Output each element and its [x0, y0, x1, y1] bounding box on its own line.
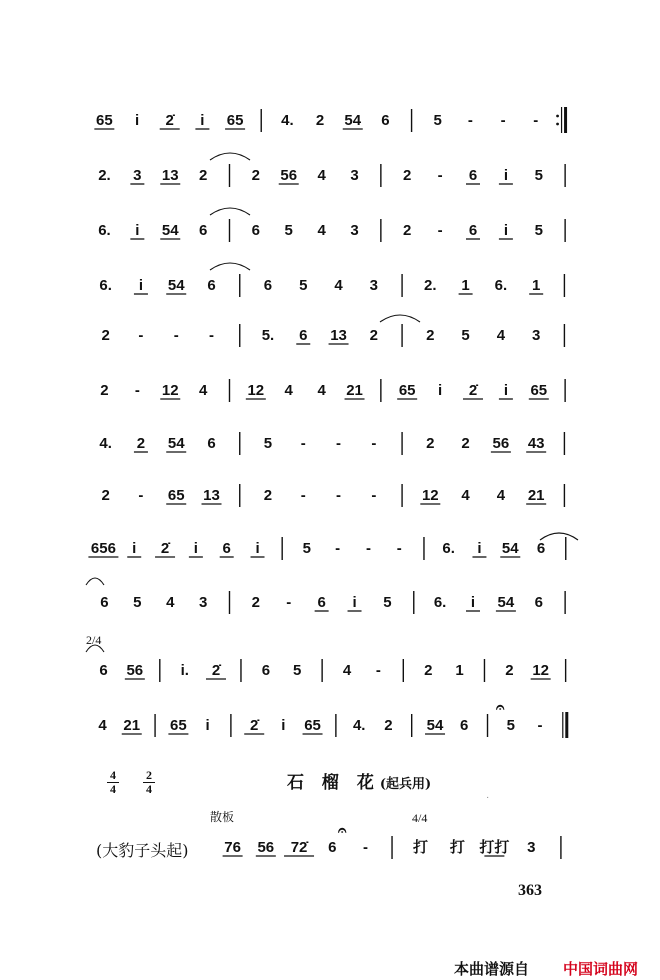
- note: 3: [350, 167, 359, 184]
- note: 12: [161, 382, 179, 399]
- note: -: [500, 112, 506, 129]
- note: -: [134, 382, 140, 399]
- note: 4.: [281, 112, 294, 129]
- note: 6: [299, 327, 308, 344]
- note: 72̇: [290, 839, 308, 856]
- note: 6: [198, 222, 208, 239]
- time-signature-denominator: 4: [110, 782, 116, 796]
- song-title-text: 石 榴 花: [287, 773, 380, 793]
- note: 5: [299, 277, 308, 294]
- note: 65: [170, 717, 187, 734]
- note: -: [336, 487, 342, 504]
- slur: [380, 315, 420, 322]
- slur: [210, 263, 250, 270]
- note: 6.: [494, 277, 508, 294]
- score-row: [99, 432, 564, 455]
- time-signature-2-4: [142, 769, 156, 796]
- score-row: [223, 836, 392, 859]
- note: 56: [126, 662, 144, 679]
- note: 6: [317, 594, 326, 611]
- note: 3: [369, 277, 379, 294]
- note: 12: [421, 487, 439, 504]
- note: 2: [101, 327, 110, 344]
- slur: [540, 533, 578, 540]
- score-row: [101, 324, 564, 347]
- stray-mark: ·: [486, 792, 490, 803]
- note: 56: [280, 167, 298, 184]
- note: -: [533, 112, 539, 129]
- note: 65: [304, 717, 321, 734]
- note: -: [300, 435, 306, 452]
- note: 4: [284, 382, 293, 399]
- note: 5: [263, 435, 273, 452]
- note: 6.: [433, 594, 447, 611]
- note: 6: [100, 594, 109, 611]
- score-row: [101, 484, 564, 507]
- time-signature-change: 4/4: [412, 811, 428, 825]
- fermata-icon: 𝄐: [496, 699, 505, 716]
- note: i: [134, 112, 140, 129]
- note: -: [362, 839, 368, 856]
- note: 2̇: [468, 382, 478, 399]
- note: 6: [468, 222, 478, 239]
- score-row: [98, 164, 565, 187]
- note: 4: [334, 277, 343, 294]
- note: 54: [497, 594, 515, 611]
- note: 4: [166, 594, 175, 611]
- note: 4: [317, 222, 326, 239]
- score-row: [94, 107, 565, 133]
- score-row: [98, 219, 565, 242]
- time-signature-numerator: 2: [146, 768, 152, 782]
- slur: [86, 578, 104, 585]
- note: 6: [207, 277, 216, 294]
- note: -: [467, 112, 473, 129]
- note: 6: [536, 540, 546, 557]
- note: 13: [161, 167, 179, 184]
- page-number: 363: [518, 882, 542, 899]
- note: 2: [403, 222, 412, 239]
- note: 5.: [261, 327, 275, 344]
- note: 13: [203, 487, 220, 504]
- note: i: [503, 222, 508, 239]
- note: 21: [123, 717, 141, 734]
- note: 4: [461, 487, 470, 504]
- note: 54: [167, 435, 185, 452]
- note: 12: [247, 382, 265, 399]
- note: 5: [284, 222, 293, 239]
- note: 2.: [424, 277, 437, 294]
- note: 656: [90, 540, 116, 557]
- note: 6: [222, 540, 231, 557]
- note: 43: [527, 435, 545, 452]
- note: -: [138, 487, 144, 504]
- note: 5: [383, 594, 392, 611]
- note: 54: [167, 277, 185, 294]
- note: 4.: [352, 717, 366, 734]
- note: 2: [198, 167, 208, 184]
- note: 56: [257, 839, 275, 856]
- time-signature-numerator: 4: [110, 768, 116, 782]
- note: 65: [226, 112, 244, 129]
- note: i: [438, 382, 443, 399]
- note: 2: [426, 435, 435, 452]
- note: 2: [403, 167, 412, 184]
- note: 21: [527, 487, 545, 504]
- note: -: [371, 435, 377, 452]
- note: i: [477, 540, 482, 557]
- note: 6: [207, 435, 216, 452]
- score-row: [100, 379, 565, 402]
- note: i: [132, 540, 137, 557]
- note: 4: [317, 167, 326, 184]
- note: 65: [398, 382, 416, 399]
- note: 1: [461, 277, 470, 294]
- footer-credit: 本曲谱源自: [454, 960, 530, 978]
- note: -: [336, 435, 342, 452]
- score-row: [100, 591, 565, 614]
- note: 5: [292, 662, 302, 679]
- intro-cue: (大豹子头起): [96, 841, 189, 860]
- note: -: [371, 487, 377, 504]
- note: 2.: [98, 167, 111, 184]
- note: 2: [101, 487, 110, 504]
- note: 6: [381, 112, 390, 129]
- slur: [210, 208, 250, 215]
- note: i: [470, 594, 476, 611]
- note: i: [503, 167, 508, 184]
- note: 54: [501, 540, 519, 557]
- note: 54: [426, 717, 444, 734]
- note: -: [365, 540, 371, 557]
- note: i: [138, 277, 144, 294]
- note: 2: [263, 487, 273, 504]
- note: i: [193, 540, 198, 557]
- score-row: [412, 836, 561, 859]
- note: 5: [433, 112, 442, 129]
- note: 4: [198, 382, 208, 399]
- note: 2: [251, 167, 260, 184]
- footer-site: 中国词曲网: [563, 960, 639, 978]
- note: 2̇: [250, 717, 259, 734]
- note: i: [205, 717, 210, 734]
- note: 2: [505, 662, 514, 679]
- note: 65: [530, 382, 548, 399]
- note: 2: [100, 382, 109, 399]
- note: 2: [136, 435, 146, 452]
- note: i: [255, 540, 260, 557]
- note: 3: [527, 839, 536, 856]
- note: 5: [534, 167, 543, 184]
- note: 2̇: [160, 540, 170, 557]
- note: 4: [317, 382, 326, 399]
- note: 21: [346, 382, 363, 399]
- note: 打: [449, 839, 465, 856]
- note: 6: [263, 277, 273, 294]
- note: 65: [167, 487, 185, 504]
- fermata-icon: 𝄐: [338, 822, 347, 839]
- note: i.: [180, 662, 189, 679]
- note: -: [375, 662, 381, 679]
- score-row: [88, 537, 565, 560]
- note: 13: [330, 327, 347, 344]
- note: 3: [350, 222, 359, 239]
- note: i: [281, 717, 286, 734]
- note: 56: [492, 435, 510, 452]
- row-time-signature: 2/4: [86, 633, 102, 647]
- note: 3: [133, 167, 142, 184]
- note: 4: [98, 717, 107, 734]
- note: -: [437, 167, 443, 184]
- note: 4: [342, 662, 352, 679]
- note: 4.: [99, 435, 112, 452]
- note: 2: [384, 717, 393, 734]
- note: -: [437, 222, 443, 239]
- note: 12: [532, 662, 550, 679]
- note: 2: [426, 327, 435, 344]
- note: 6: [328, 839, 337, 856]
- note: 65: [95, 112, 113, 129]
- score-row: [99, 659, 565, 682]
- song-subtitle: (起兵用): [379, 777, 432, 792]
- note: 6: [534, 594, 543, 611]
- note: 4: [496, 487, 506, 504]
- note: 3: [198, 594, 208, 611]
- note: 2: [424, 662, 433, 679]
- repeat-dot: [556, 123, 559, 126]
- note: 5: [302, 540, 312, 557]
- song-title: [287, 768, 431, 793]
- note: i: [352, 594, 357, 611]
- note: 1: [455, 662, 464, 679]
- slur: [210, 153, 250, 160]
- note: i: [200, 112, 205, 129]
- note: 6: [251, 222, 260, 239]
- note: i: [135, 222, 140, 239]
- note: 打打: [479, 839, 510, 856]
- note: 6: [99, 662, 108, 679]
- note: 2: [461, 435, 470, 452]
- note: 2: [369, 327, 379, 344]
- note: 3: [532, 327, 541, 344]
- tempo-marking: 散板: [210, 810, 235, 824]
- note: 5: [506, 717, 516, 734]
- note: 5: [534, 222, 543, 239]
- note: 2: [251, 594, 260, 611]
- repeat-dot: [556, 115, 559, 118]
- note: i: [503, 382, 508, 399]
- note: 6.: [442, 540, 455, 557]
- note: -: [335, 540, 341, 557]
- note: 4: [496, 327, 506, 344]
- note: -: [300, 487, 306, 504]
- note: -: [537, 717, 543, 734]
- note: 6.: [98, 222, 111, 239]
- note: 5: [133, 594, 142, 611]
- note: 76: [224, 839, 241, 856]
- note: 2̇: [211, 662, 221, 679]
- note: 5: [461, 327, 470, 344]
- time-signature-4-4: [106, 769, 120, 796]
- note: 54: [161, 222, 179, 239]
- note: 6: [468, 167, 478, 184]
- note: 6.: [99, 277, 112, 294]
- note: -: [138, 327, 144, 344]
- note: -: [396, 540, 402, 557]
- note: -: [286, 594, 292, 611]
- note: -: [209, 327, 215, 344]
- note: 打: [412, 839, 428, 856]
- note: 54: [344, 112, 362, 129]
- note: 6: [261, 662, 271, 679]
- note: -: [173, 327, 179, 344]
- note: 2̇: [165, 112, 174, 129]
- score-row: [99, 274, 564, 297]
- note: 1: [532, 277, 541, 294]
- note: 6: [460, 717, 469, 734]
- time-signature-denominator: 4: [146, 782, 152, 796]
- note: 2: [315, 112, 325, 129]
